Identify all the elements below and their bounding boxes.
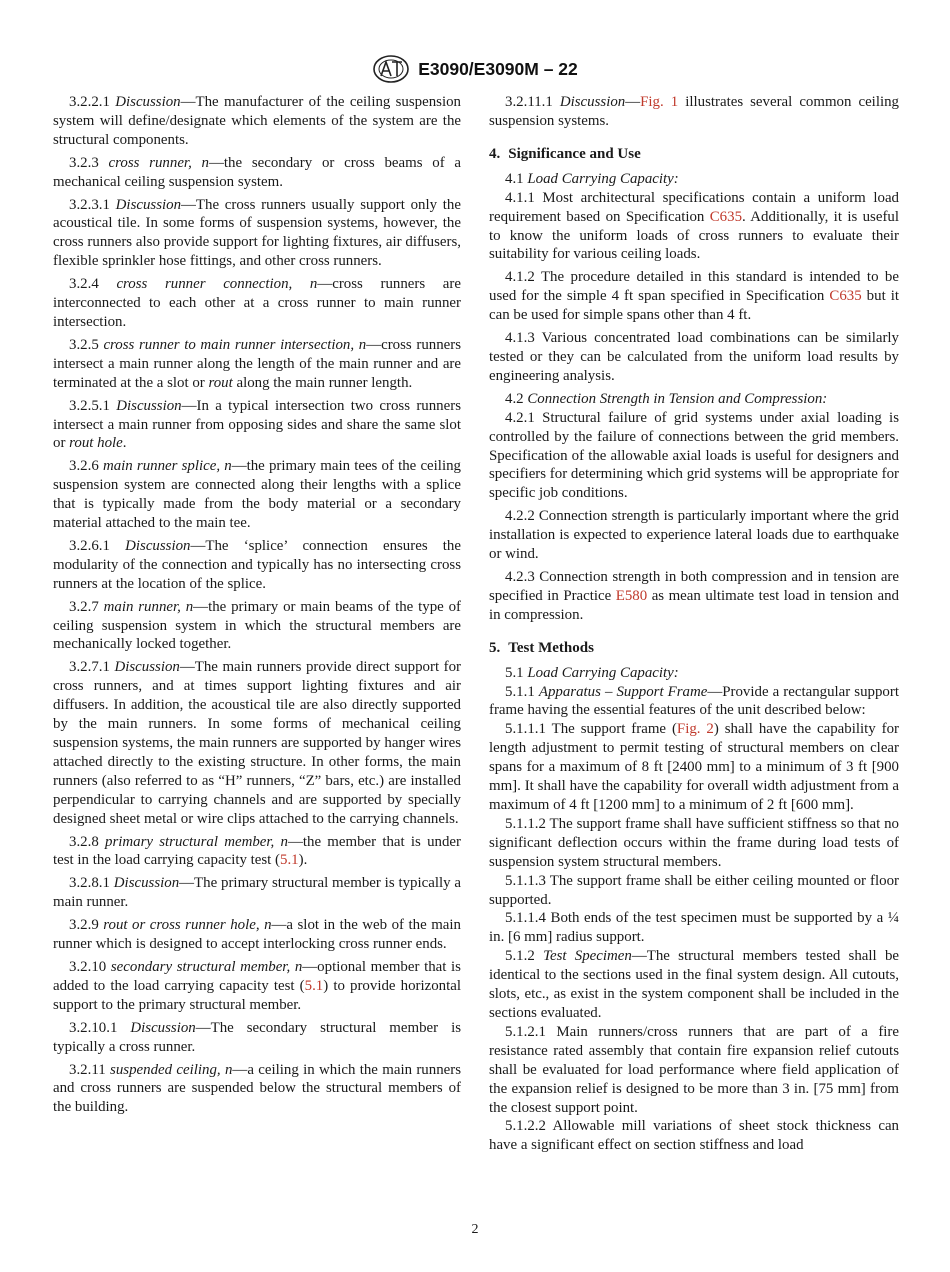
section-heading: 5. Test Methods — [489, 639, 594, 656]
paragraph: 3.2.2.1 Discussion—The manufacturer of the ceiling suspension system will define/designate which elements of the system are the structural components. — [53, 94, 461, 148]
paragraph: 3.2.5.1 Discussion—In a typical intersection two cross runners intersect a main runner from opposing sides and share the same slot or rout hole. — [53, 397, 461, 452]
paragraph: 3.2.6.1 Discussion—The ‘splice’ connection ensures the modularity of the connection and typically has no intersecting cross runners at the location of the splice. — [53, 537, 461, 592]
figure-link[interactable]: Fig. 2 — [676, 721, 714, 738]
paragraph: 5.1.2 Test Specimen—The structural members tested shall be identical to the sections used in the final system design. All cutouts, slots, etc., as exist in the system component shall be included in the sections evaluated. — [489, 948, 899, 1021]
paragraph: 3.2.11.1 Discussion—Fig. 1 illustrates several common ceiling suspension systems. — [489, 94, 899, 129]
paragraph: 5.1.2.2 Allowable mill variations of sheet stock thickness can have a significant effect on section stiffness and load — [489, 1118, 899, 1154]
paragraph: 3.2.4 cross runner connection, n—cross runners are interconnected to each other at a cross runner to main runner intersection. — [53, 276, 461, 330]
paragraph: 5.1 Load Carrying Capacity: — [505, 664, 679, 681]
paragraph: 4.2.3 Connection strength in both compression and in tension are specified in Practice E580 as mean ultimate test load in tension and in compression. — [489, 568, 899, 623]
paragraph: 4.1.2 The procedure detailed in this standard is intended to be used for the simple 4 ft span specified in Specification C635 but it can be used for simple spans other than 4 ft. — [489, 269, 899, 324]
standard-designation: E3090/E3090M – 22 — [418, 58, 578, 79]
paragraph: 3.2.9 rout or cross runner hole, n—a slot in the web of the main runner which is designed to accept interlocking cross runner ends. — [53, 917, 461, 953]
spec-link[interactable]: C635 — [709, 208, 743, 225]
paragraph: 5.1.1 Apparatus – Support Frame—Provide a rectangular support frame having the essential features of the unit described below: — [489, 683, 899, 719]
paragraph: 3.2.7 main runner, n—the primary or main beams of the type of ceiling suspension system in which the structural members are mechanically locked together. — [53, 598, 462, 653]
paragraph: 4.2.1 Structural failure of grid systems under axial loading is controlled by the failure of connections between the grid members. Specification of the allowable axial loads is useful for designers and specifiers for determining which grid systems will be appropriate for specific job conditions. — [489, 409, 899, 502]
paragraph: 3.2.7.1 Discussion—The main runners provide direct support for cross runners, and at times support lighting fixtures and air diffusers. In addition, the acoustical tile are also directly supported by the main runners. In some forms of mechanical ceiling suspension systems, the main runners are supported by hanger wires attached directly to the existing structure. In other forms, the main runners (also referred to as “H” runners, “Z” bars, etc.) are installed perpendicular to carrying channels and are supported by specially designed sheet metal or wire clips attached to the carrying channels. — [53, 659, 461, 827]
paragraph: 4.1 Load Carrying Capacity: — [505, 170, 679, 187]
left-column — [53, 93, 461, 1117]
paragraph: 3.2.3.1 Discussion—The cross runners usually support only the acoustical tile. In some forms of suspension systems, however, the cross runners also provide support for lighting fixtures, air diffusers, flexible sprinkler hose fittings, and other cross runners. — [53, 196, 461, 270]
paragraph: 5.1.1.4 Both ends of the test specimen must be supported by a ¼ in. [6 mm] radius support. — [489, 910, 899, 946]
spec-link[interactable]: E580 — [615, 587, 648, 604]
paragraph: 3.2.3 cross runner, n—the secondary or cross beams of a mechanical ceiling suspension system. — [53, 154, 462, 190]
paragraph: 3.2.8.1 Discussion—The primary structural member is typically a main runner. — [53, 875, 461, 911]
page-header — [0, 54, 950, 84]
right-column — [489, 93, 899, 1155]
paragraph: 3.2.6 main runner splice, n—the primary main tees of the ceiling suspension system are connected along their lengths with a splice that is typically made from the body material or a secondary material attached to the main tee. — [53, 458, 461, 532]
paragraph: 3.2.10 secondary structural member, n—optional member that is added to the load carrying capacity test (5.1) to provide horizontal support to the primary structural member. — [53, 958, 461, 1013]
section-link[interactable]: 5.1 — [304, 977, 324, 994]
astm-logo-icon — [372, 54, 410, 84]
paragraph: 3.2.11 suspended ceiling, n—a ceiling in which the main runners and cross runners are suspended below the structural members of the building. — [53, 1061, 462, 1116]
paragraph: 5.1.1.2 The support frame shall have sufficient stiffness so that no significant deflection occurs within the frame during load tests of suspension system structural members. — [489, 815, 899, 870]
paragraph: 3.2.10.1 Discussion—The secondary structural member is typically a cross runner. — [53, 1019, 461, 1055]
paragraph: 5.1.2.1 Main runners/cross runners that are part of a fire resistance rated assembly that contain fire expansion relief cutouts shall be evaluated for load performance where field application of the expansion relief is designed to be more than 3 in. [75 mm] from the closest support point. — [489, 1023, 899, 1116]
paragraph: 4.1.1 Most architectural specifications contain a uniform load requirement based on Specification C635. Additionally, it is useful to know the uniform loads of cross runners to evaluate their suitability for various ceiling loads. — [489, 189, 900, 263]
figure-link[interactable]: Fig. 1 — [640, 94, 679, 110]
paragraph: 4.2 Connection Strength in Tension and Compression: — [505, 390, 828, 407]
paragraph: 3.2.8 primary structural member, n—the member that is under test in the load carrying capacity test (5.1). — [53, 833, 461, 869]
page-number: 2 — [471, 1222, 479, 1237]
paragraph: 3.2.5 cross runner to main runner intersection, n—cross runners intersect a main runner along the length of the main runner and are terminated at the a slot or rout along the main runner length. — [53, 336, 462, 391]
section-link[interactable]: 5.1 — [280, 852, 299, 869]
paragraph: 4.1.3 Various concentrated load combinations can be similarly tested or they can be calculated from the uniform load results by engineering analysis. — [489, 330, 899, 384]
paragraph: 4.2.2 Connection strength is particularly important where the grid installation is expected to experience lateral loads due to earthquake or wind. — [489, 508, 899, 563]
paragraph: 5.1.1.1 The support frame (Fig. 2) shall have the capability for length adjustment to permit testing of structural members on clear spans for a maximum of 8 ft [2400 mm] to a minimum of 3 ft [900 mm]. It shall have the capability for overall width adjustment from a maximum of 4 ft [1200 mm] to a minimum of 2 ft [600 mm]. — [489, 721, 899, 813]
paragraph: 5.1.1.3 The support frame shall be either ceiling mounted or floor supported. — [489, 872, 899, 908]
section-heading: 4. Significance and Use — [489, 145, 641, 162]
spec-link[interactable]: C635 — [829, 288, 862, 305]
